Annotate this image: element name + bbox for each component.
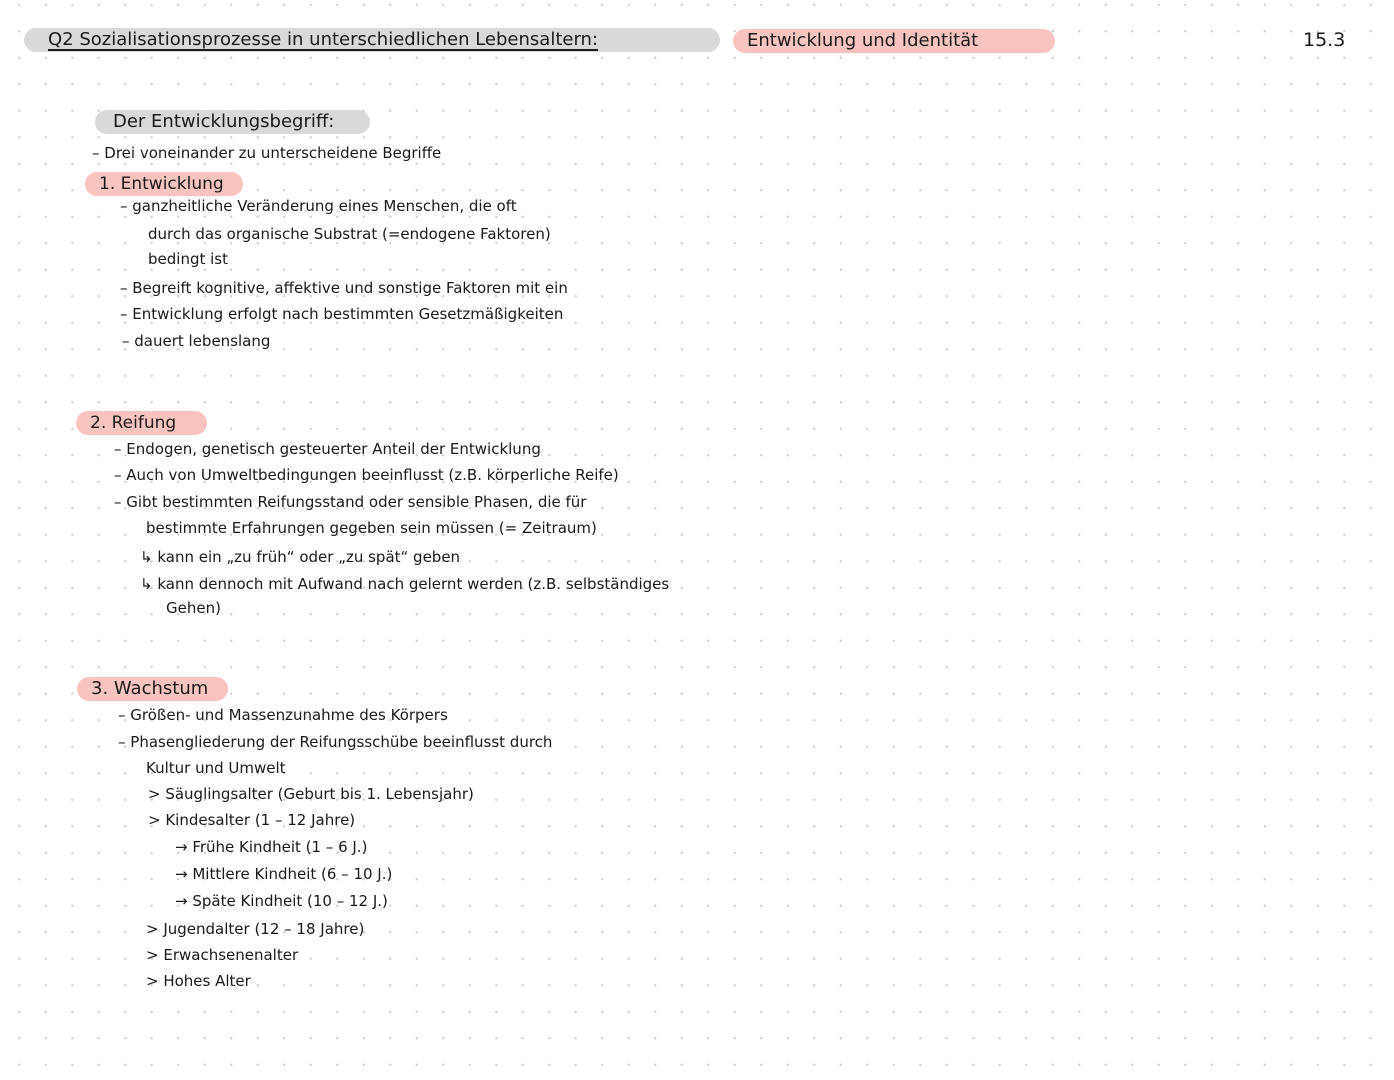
text-line: – dauert lebenslang [122, 332, 271, 350]
topic-badge: Entwicklung und Identität [733, 29, 1055, 53]
text-line: – Auch von Umweltbedingungen beeinflusst (z.B. körperliche Reife) [114, 466, 619, 484]
text-line: > Säuglingsalter (Geburt bis 1. Lebensjahr) [148, 785, 474, 803]
text-line: – Phasengliederung der Reifungsschübe beeinflusst durch [118, 733, 553, 751]
text-line: → Mittlere Kindheit (6 – 10 J.) [175, 865, 393, 883]
text-line: > Jugendalter (12 – 18 Jahre) [146, 920, 365, 938]
text-line: > Erwachsenenalter [146, 946, 299, 964]
page-number: 15.3 [1303, 29, 1346, 51]
text-line: > Hohes Alter [146, 972, 251, 990]
text-line: Kultur und Umwelt [146, 759, 286, 777]
page-title [24, 28, 720, 52]
text-line: > Kindesalter (1 – 12 Jahre) [148, 811, 356, 829]
text-line: – ganzheitliche Veränderung eines Menschen, die oft [120, 197, 517, 215]
text-line: – Entwicklung erfolgt nach bestimmten Gesetzmäßigkeiten [120, 305, 564, 323]
text-line: bestimmte Erfahrungen gegeben sein müssen (= Zeitraum) [146, 519, 597, 537]
text-line: ↳ kann dennoch mit Aufwand nach gelernt werden (z.B. selbständiges [140, 575, 670, 593]
section-heading-wachstum: 3. Wachstum [77, 677, 228, 701]
text-line: durch das organische Substrat (=endogene Faktoren) [148, 225, 551, 243]
text-line: → Späte Kindheit (10 – 12 J.) [175, 892, 388, 910]
section-heading-entwicklung: 1. Entwicklung [85, 172, 243, 196]
text-line: bedingt ist [148, 250, 228, 268]
page-title-text: Q2 Sozialisationsprozesse in unterschiedlichen Lebensaltern: [48, 29, 599, 50]
intro-heading: Der Entwicklungsbegriff: [95, 110, 370, 134]
section-heading-reifung: 2. Reifung [76, 411, 207, 435]
text-line: – Größen- und Massenzunahme des Körpers [118, 706, 448, 724]
text-line: → Frühe Kindheit (1 – 6 J.) [175, 838, 368, 856]
text-line: – Begreift kognitive, affektive und sonstige Faktoren mit ein [120, 279, 568, 297]
text-line: – Gibt bestimmten Reifungsstand oder sensible Phasen, die für [114, 493, 587, 511]
intro-line: – Drei voneinander zu unterscheidene Begriffe [92, 144, 442, 162]
text-line: – Endogen, genetisch gesteuerter Anteil der Entwicklung [114, 440, 541, 458]
text-line: Gehen) [166, 599, 221, 617]
text-line: ↳ kann ein „zu früh“ oder „zu spät“ geben [140, 548, 461, 566]
